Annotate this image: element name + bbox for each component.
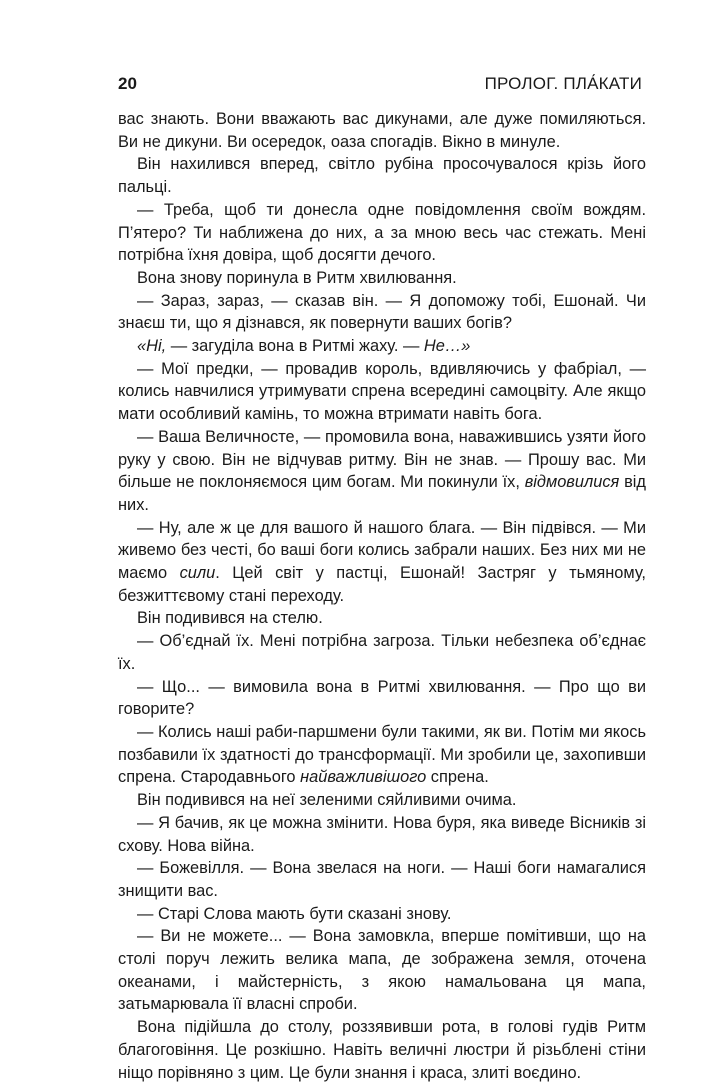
- paragraph-text: вас знають. Вони вважають вас дикунами, але дуже помиляються. Ви не дикуни. Ви осередок, оаза спогадів. Вікно в минуле.: [118, 110, 646, 151]
- paragraph: [118, 607, 646, 630]
- paragraph: [118, 1016, 646, 1084]
- body-text: [118, 108, 646, 1084]
- paragraph-text: Він подивився на стелю.: [137, 609, 323, 628]
- paragraph-text: — Старі Слова мають бути сказані знову.: [137, 904, 452, 923]
- paragraph-text: — Я бачив, як це можна змінити. Нова буря, яка виведе Вісників зі схову. Нова війна.: [118, 813, 646, 855]
- paragraph: [118, 676, 646, 721]
- paragraph-text: — Що... — вимовила вона в Ритмі хвилювання. — Про що ви говорите?: [118, 677, 646, 719]
- paragraph: [118, 426, 646, 517]
- paragraph: [118, 857, 646, 902]
- paragraph: [118, 630, 646, 675]
- paragraph-text: Він подивився на неї зеленими сяйливими очима.: [137, 791, 517, 810]
- page-number: 20: [118, 74, 137, 93]
- paragraph-text: — Ну, але ж це для вашого й нашого блага. — Він підвівся. — Ми живемо без честі, бо ваші боги колись забрали наших. Без них ми не маємо: [118, 518, 646, 583]
- paragraph: [118, 290, 646, 335]
- paragraph-text: — загуділа вона в Ритмі жаху. —: [166, 337, 424, 356]
- paragraph-text: — Ви не можете... — Вона замовкла, вперше помітивши, що на столі поруч лежить велика мапа, де зображена земля, оточена океанами, і майстерність, з якою намальована ця мапа, затьмарювала її власні спроби.: [118, 927, 646, 1014]
- paragraph: [118, 335, 646, 358]
- paragraph: [118, 903, 646, 926]
- paragraph: [118, 199, 646, 267]
- paragraph-text: Вона знову поринула в Ритм хвилювання.: [137, 268, 457, 287]
- paragraph-text: від них.: [118, 473, 646, 514]
- paragraph-text: — Зараз, зараз, — сказав він. — Я допоможу тобі, Ешонай. Чи знаєш ти, що я дізнався, як повернути ваших богів?: [118, 291, 646, 333]
- emphasis-text: найважливішого: [300, 768, 427, 787]
- emphasis-text: відмовилися: [524, 473, 620, 492]
- paragraph: [118, 925, 646, 1016]
- paragraph-text: — Ваша Величносте, — промовила вона, наважившись узяти його руку у свою. Він не відчував ритму. Він не знав. — Прошу вас. Ми більше не поклоняємося цим богам. Ми покинули їх,: [118, 427, 646, 492]
- paragraph-text: — Божевілля. — Вона звелася на ноги. — Наші боги намагалися знищити вас.: [118, 859, 646, 900]
- running-title: ПРОЛОГ. ПЛА́КАТИ: [484, 74, 642, 93]
- paragraph: [118, 721, 646, 789]
- paragraph-text: — Треба, щоб ти донесла одне повідомлення своїм вождям. П’ятеро? Ти наближена до них, а за мною весь час стежать. Мені потрібна їхня довіра, щоб досягти дечого.: [118, 200, 646, 265]
- emphasis-text: «Ні,: [137, 337, 167, 356]
- emphasis-text: сили: [179, 564, 216, 583]
- paragraph-text: Вона підійшла до столу, роззявивши рота, в голові гудів Ритм благоговіння. Це розкішно. Навіть величні люстри й різьблені стіни ніщо порівняно з цим. Це були знання і краса, злиті воєдино.: [118, 1018, 646, 1082]
- paragraph: [118, 358, 646, 426]
- paragraph: [118, 812, 646, 857]
- paragraph-text: Він нахилився вперед, світло рубіна просочувалося крізь його пальці.: [118, 155, 646, 197]
- paragraph: [118, 153, 646, 198]
- paragraph: [118, 267, 646, 290]
- paragraph-text: — Мої предки, — провадив король, вдивляючись у фабріал, — колись навчилися утримувати спрена всередині самоцвіту. Але якщо мати особливий камінь, то можна втримати навіть бога.: [118, 359, 646, 424]
- paragraph-text: . Цей світ у пастці, Ешонай! Застряг у тьмяному, безжиттєвому стані переходу.: [118, 564, 646, 605]
- paragraph: [118, 108, 646, 153]
- page-header: [118, 72, 642, 96]
- paragraph-text: — Колись наші раби-паршмени були такими, як ви. Потім ми якось позбавили їх здатності до трансформації. Ми зробили це, захопивши спрена. Стародавнього: [118, 722, 646, 787]
- paragraph-text: спрена.: [426, 768, 489, 787]
- paragraph: [118, 789, 646, 812]
- paragraph: [118, 517, 646, 608]
- emphasis-text: Не…»: [423, 337, 471, 356]
- paragraph-text: — Об’єднай їх. Мені потрібна загроза. Тільки небезпека об’єднає їх.: [118, 632, 646, 673]
